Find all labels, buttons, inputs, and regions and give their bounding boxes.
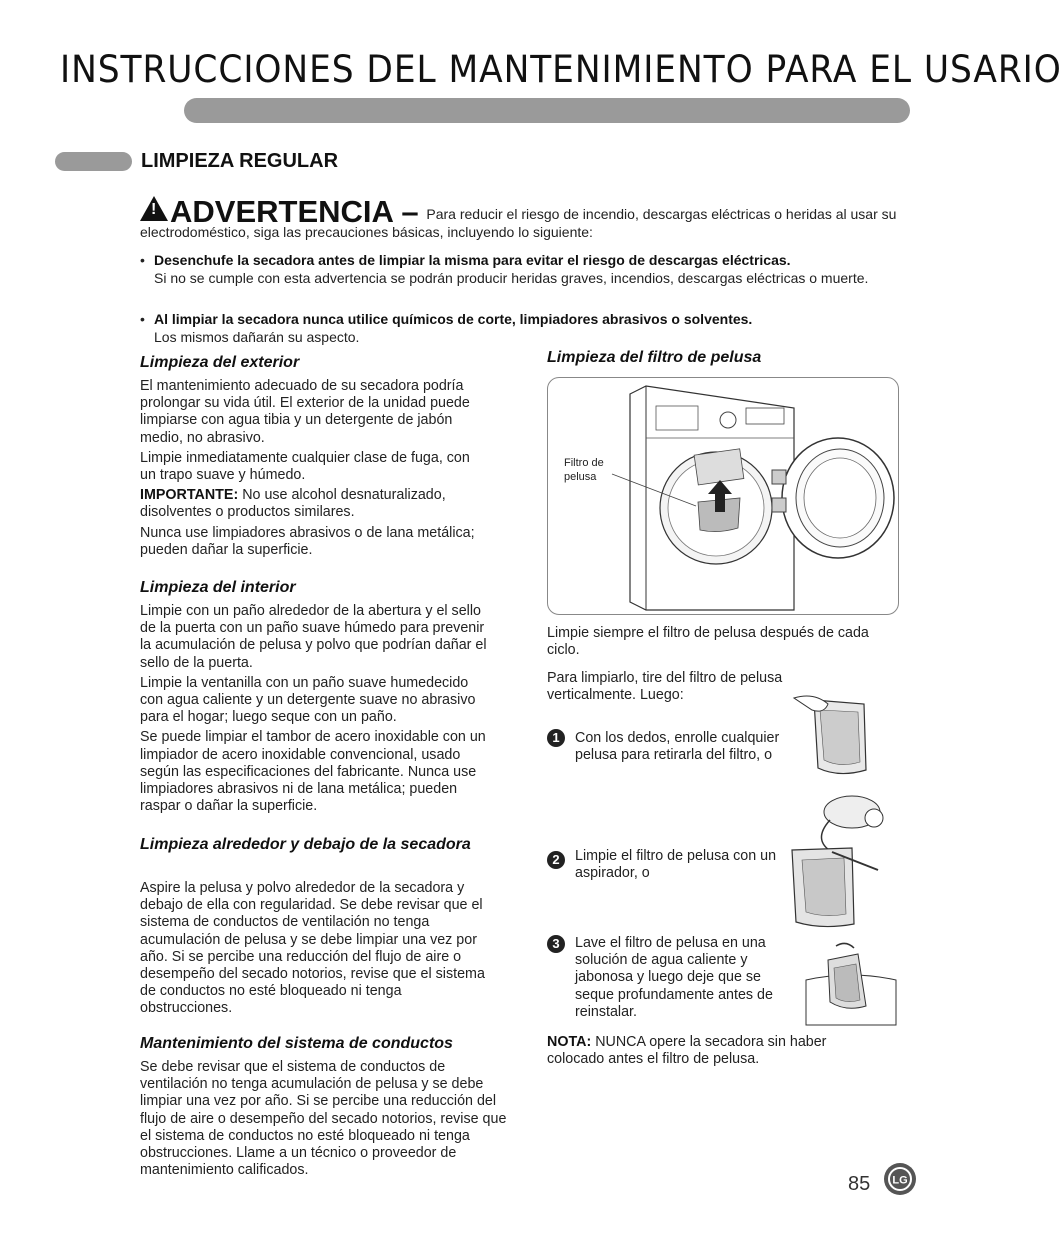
washing-filter-illustration (806, 940, 896, 1025)
warning-icon: ! (140, 196, 168, 221)
vacuum-illustration (782, 790, 892, 930)
warning-bullet (140, 252, 900, 287)
step-1-text: Con los dedos, enrolle cualquier pelusa para retirarla del filtro, o (575, 730, 780, 764)
note-text: NUNCA opere la secadora sin haber colocado antes el filtro de pelusa. (547, 1034, 827, 1068)
interior-text (140, 603, 490, 815)
section-marker-bar (55, 152, 132, 171)
section-title: LIMPIEZA REGULAR (141, 150, 339, 172)
ducts-text: Se debe revisar que el sistema de conductos de ventilación no tenga acumulación de pelusa y se debe limpiar una vez por año. Si se percibe una reducción del flujo de aire o desempeño del secado notorios, revise que el sistema de conductos no esté bloqueado ni tenga obstrucciones. Llame a un técnico o proveedor de mantenimiento calificados. (140, 1059, 507, 1179)
exterior-p4: Nunca use limpiadores abrasivos o de lana metálica; pueden dañar la superficie. (140, 524, 475, 558)
step-number-badge: 2 (547, 851, 565, 869)
filter-hand-illustration (784, 690, 884, 780)
ducts-heading: Mantenimiento del sistema de conductos (140, 1035, 453, 1052)
around-text: Aspire la pelusa y polvo alrededor de la secadora y debajo de ella con regularidad. Se debe revisar que el sistema de conductos de ventilación no tenga acumulación de pelusa y se debe limpiar una vez por año. Si se percibe una reducción del flujo de aire o desempeño del secado notorios, revise que el sistema de conductos no esté bloqueado ni tenga obstrucciones. (140, 880, 485, 1017)
warning-intro: Para reducir el riesgo de incendio, descargas eléctricas o heridas al usar su electrodoméstico, siga las precauciones básicas, incluyendo lo siguiente: (140, 206, 897, 240)
dryer-illustration-box (547, 377, 899, 615)
page-number: 85 (848, 1173, 871, 1195)
bullet-dot-icon: • (140, 311, 145, 327)
exterior-heading: Limpieza del exterior (140, 354, 300, 371)
exterior-text (140, 378, 485, 559)
lint-filter-heading: Limpieza del filtro de pelusa (547, 349, 762, 366)
exterior-p3 (140, 487, 485, 521)
warning-bullet (140, 311, 900, 346)
lint-filter-p2: Para limpiarlo, tire del filtro de pelusa verticalmente. Luego: (547, 670, 783, 704)
around-heading: Limpieza alrededor y debajo de la secadora (140, 836, 471, 853)
lg-logo-text: LG (892, 1174, 908, 1187)
bullet-dot-icon: • (140, 252, 145, 268)
warning-block (140, 196, 910, 241)
note-label: NOTA: (547, 1034, 592, 1050)
step-2-text: Limpie el filtro de pelusa con un aspirador, o (575, 848, 777, 882)
header-divider-bar (184, 98, 910, 123)
note (547, 1034, 867, 1068)
lg-logo-icon (884, 1163, 916, 1195)
warning-bullet-text: Si no se cumple con esta advertencia se podrán producir heridas graves, incendios, descargas eléctricas o muerte. (154, 269, 869, 286)
warning-bullet-bold: Al limpiar la secadora nunca utilice químicos de corte, limpiadores abrasivos o solventes. (154, 311, 753, 327)
interior-p1: Limpie con un paño alrededor de la abertura y el sello de la puerta con un paño suave húmedo para prevenir la acumulación de pelusa y polvo que podrían dañar el sello de la puerta. (140, 603, 487, 671)
exterior-p1: El mantenimiento adecuado de su secadora podría prolongar su vida útil. El exterior de la unidad puede limpiarse con agua tibia y un detergente de jabón medio, no abrasivo. (140, 378, 470, 446)
step-number-badge: 3 (547, 935, 565, 953)
warning-bullet-text: Los mismos dañarán su aspecto. (154, 328, 360, 345)
lint-filter-callout: Filtro de pelusa (564, 457, 604, 483)
interior-heading: Limpieza del interior (140, 579, 296, 596)
step-number-badge: 1 (547, 729, 565, 747)
warning-label: ADVERTENCIA – (170, 194, 419, 229)
page-title: INSTRUCCIONES DEL MANTENIMIENTO PARA EL USARIO (60, 48, 1062, 91)
important-label: IMPORTANTE: (140, 487, 239, 504)
lint-filter-p1: Limpie siempre el filtro de pelusa después de cada ciclo. (547, 625, 869, 659)
warning-bullet-bold: Desenchufe la secadora antes de limpiar la misma para evitar el riesgo de descargas eléctricas. (154, 252, 791, 268)
exterior-p2: Limpie inmediatamente cualquier clase de fuga, con un trapo suave y húmedo. (140, 449, 470, 484)
interior-p2: Limpie la ventanilla con un paño suave humedecido con agua caliente y un detergente suave no abrasivo para el hogar; luego seque con un paño. (140, 674, 476, 726)
dryer-illustration (548, 378, 898, 614)
important-text: No use alcohol desnaturalizado, disolventes o productos similares. (140, 487, 446, 521)
step-3-text: Lave el filtro de pelusa en una solución de agua caliente y jabonosa y luego deje que se seque profundamente antes de reinstalar. (575, 935, 773, 1020)
interior-p3: Se puede limpiar el tambor de acero inoxidable con un limpiador de acero inoxidable convencional, usado según las especificaciones del fabricante. Nunca use limpiadores abrasivos ni de lana metálica; pueden raspar o dañar la superficie. (140, 729, 486, 815)
